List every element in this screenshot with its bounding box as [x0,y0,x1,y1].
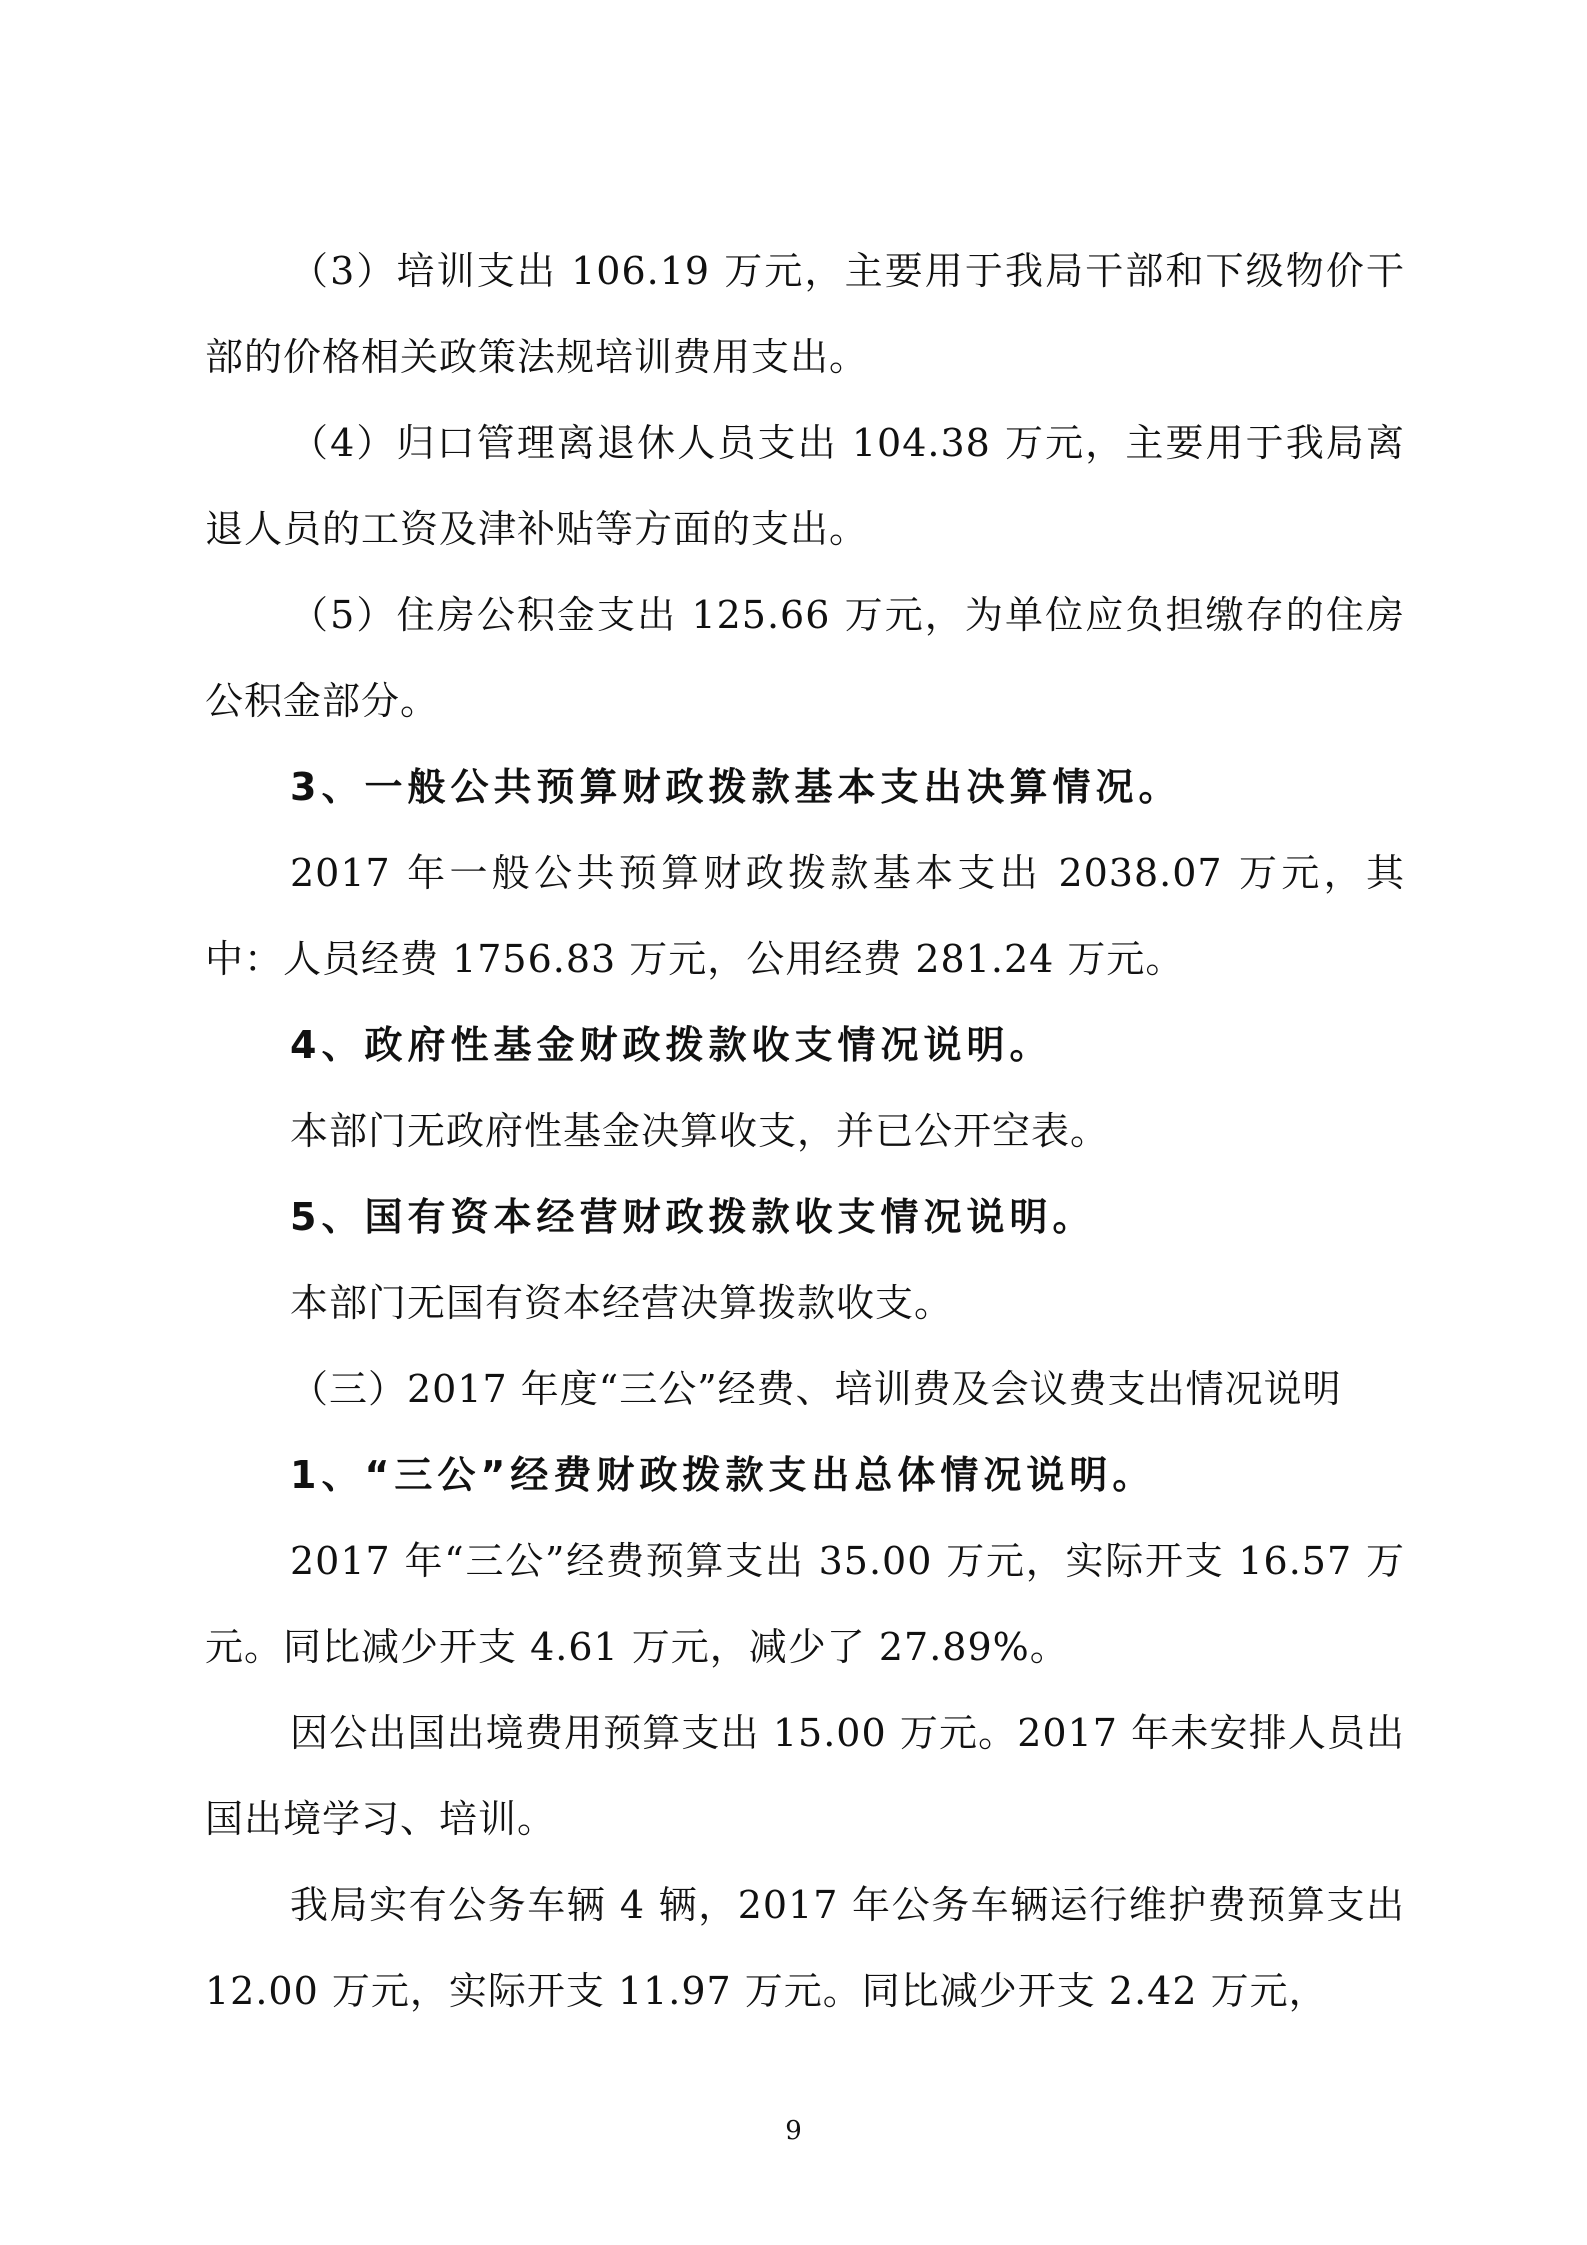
heading-three-public-overview: 1、“三公”经费财政拨款支出总体情况说明。 [290,1453,1156,1497]
heading-government-fund: 4、政府性基金财政拨款收支情况说明。 [290,1023,1053,1067]
document-body [205,228,1405,2034]
paragraph-basic-expenditure: 2017 年一般公共预算财政拨款基本支出 2038.07 万元，其中：人员经费 1756.83 万元，公用经费 281.24 万元。 [205,851,1405,981]
paragraph-training-expense: （3）培训支出 106.19 万元，主要用于我局干部和下级物价干部的价格相关政策法规培训费用支出。 [205,249,1405,379]
paragraph-state-capital: 本部门无国有资本经营决算拨款收支。 [290,1281,954,1325]
heading-basic-expenditure: 3、一般公共预算财政拨款基本支出决算情况。 [290,765,1182,809]
page-number: 9 [785,2116,802,2146]
paragraph-three-public-budget: 2017 年“三公”经费预算支出 35.00 万元，实际开支 16.57 万元。同比减少开支 4.61 万元，减少了 27.89%。 [205,1539,1405,1669]
paragraph-retiree-expense: （4）归口管理离退休人员支出 104.38 万元，主要用于我局离退人员的工资及津补贴等方面的支出。 [205,421,1405,551]
paragraph-official-vehicles: 我局实有公务车辆 4 辆，2017 年公务车辆运行维护费预算支出 12.00 万元，实际开支 11.97 万元。同比减少开支 2.42 万元， [205,1883,1405,2013]
paragraph-government-fund: 本部门无政府性基金决算收支，并已公开空表。 [290,1109,1110,1153]
section-heading-three-public: （三）2017 年度“三公”经费、培训费及会议费支出情况说明 [290,1367,1342,1411]
paragraph-overseas-travel: 因公出国出境费用预算支出 15.00 万元。2017 年未安排人员出国出境学习、培训。 [205,1711,1405,1841]
heading-state-capital: 5、国有资本经营财政拨款收支情况说明。 [290,1195,1096,1239]
paragraph-housing-fund: （5）住房公积金支出 125.66 万元，为单位应负担缴存的住房公积金部分。 [205,593,1405,723]
